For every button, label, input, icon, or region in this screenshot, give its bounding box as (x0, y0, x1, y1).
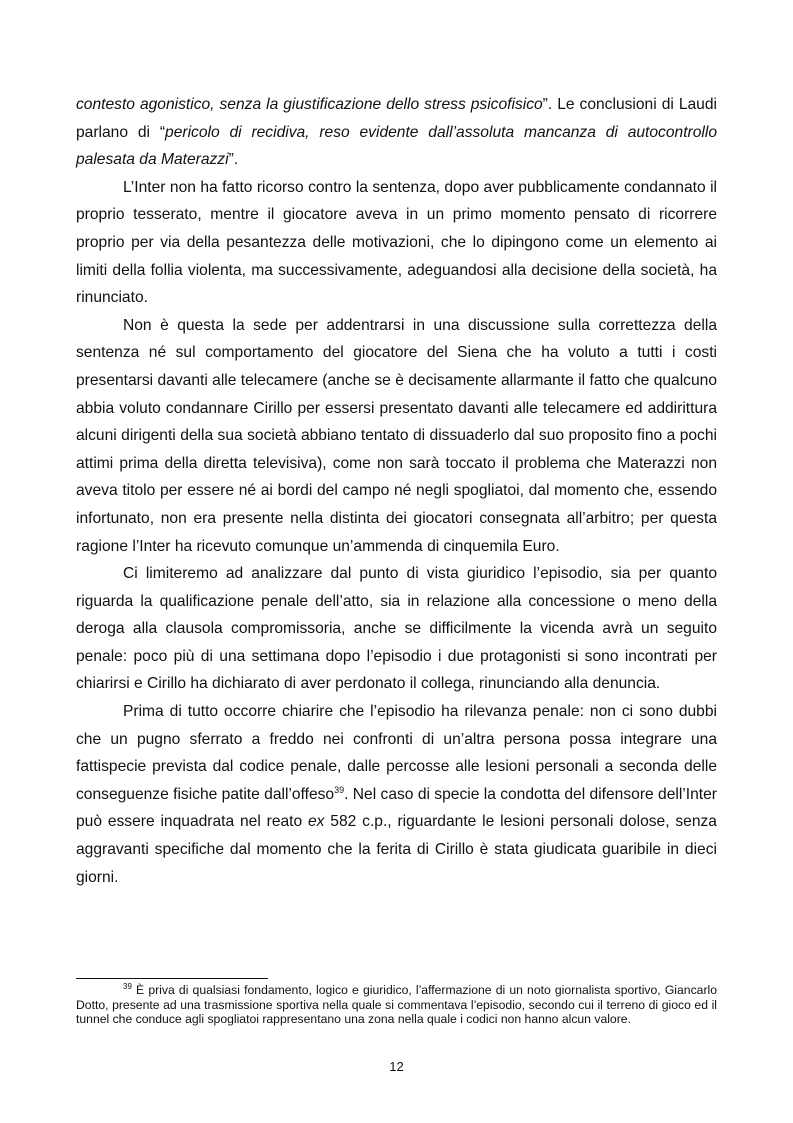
italic-run: contesto agonistico, senza la giustificazione dello stress psicofisico (76, 96, 543, 113)
text-run: Ci limiteremo ad analizzare dal punto di vista giuridico l’episodio, sia per quanto riguarda la qualificazione penale dell’atto, sia in relazione alla concessione o meno della deroga alla clausola compromissoria, anche se difficilmente la vicenda avrà un seguito penale: poco più di una settimana dopo l’episodio i due protagonisti si sono incontrati per chiarirsi e Cirillo ha dichiarato di aver perdonato il collega, rinunciando alla denuncia. (76, 565, 717, 693)
paragraph (76, 174, 717, 312)
paragraph (76, 560, 717, 698)
paragraph (76, 312, 717, 560)
footnote-number: 39 (123, 981, 132, 991)
text-run: Prima di tutto occorre chiarire che l’episodio ha rilevanza penale: non ci sono dubbi che un pugno sferrato a freddo nei confronti di un’altra persona possa integrare una fattispecie prevista dal codice penale, dalle percosse alle lesioni personali a seconda delle conseguenze fisiche patite dall’offeso (76, 703, 717, 803)
footnote-text: È priva di qualsiasi fondamento, logico e giuridico, l’affermazione di un noto giornalista sportivo, Giancarlo Dotto, presente ad una trasmissione sportiva nella quale si commentava l’episodio, secondo cui il terreno di gioco ed il tunnel che conduce agli spogliatoi rappresentano una zona nella quale i codici non hanno alcun valore. (76, 983, 717, 1026)
italic-run: ex (308, 813, 325, 831)
text-run: 582 c.p., riguardante le lesioni personali dolose, senza aggravanti specifiche dal momento che la ferita di Cirillo è stata giudicata guaribile in dieci giorni. (76, 813, 717, 886)
body-text (76, 91, 717, 891)
text-run: ”. Le conclusioni di Laudi parlano di “ (76, 96, 717, 141)
page-number: 12 (389, 1059, 404, 1074)
footnote-separator (76, 978, 268, 979)
text-run: L’Inter non ha fatto ricorso contro la sentenza, dopo aver pubblicamente condannato il proprio tesserato, mentre il giocatore aveva in un primo momento pensato di ricorrere proprio per via della pesantezza delle motivazioni, che lo dipingono come un elemento ai limiti della follia violenta, ma successivamente, adeguandosi alla decisione della società, ha rinunciato. (76, 178, 717, 307)
footnote (76, 983, 717, 1027)
text-run: ”. (228, 151, 239, 169)
text-run: . Nel caso di specie la condotta del difensore dell’Inter può essere inquadrata nel reato (76, 785, 717, 831)
text-run: Non è questa la sede per addentrarsi in una discussione sulla correttezza della sentenza né sul comportamento del giocatore del Siena che ha voluto a tutti i costi presentarsi davanti alle telecamere (anche se è decisamente allarmante il fatto che qualcuno abbia voluto condannare Cirillo per essersi presentato davanti alle telecamere ed addirittura alcuni dirigenti della sua società abbiano tentato di dissuaderlo dal suo proposito fino a pochi attimi prima della diretta televisiva), come non sarà toccato il problema che Materazzi non aveva titolo per essere né ai bordi del campo né negli spogliatoi, dal momento che, essendo infortunato, non era presente nella distinta dei giocatori consegnata all’arbitro; per questa ragione l’Inter ha ricevuto comunque un’ammenda di cinquemila Euro. (76, 316, 717, 555)
footnote-reference: 39 (334, 784, 345, 795)
italic-run: pericolo di recidiva, reso evidente dall’assoluta mancanza di autocontrollo palesata da Materazzi (76, 123, 717, 169)
paragraph (76, 698, 717, 891)
paragraph (76, 91, 717, 174)
